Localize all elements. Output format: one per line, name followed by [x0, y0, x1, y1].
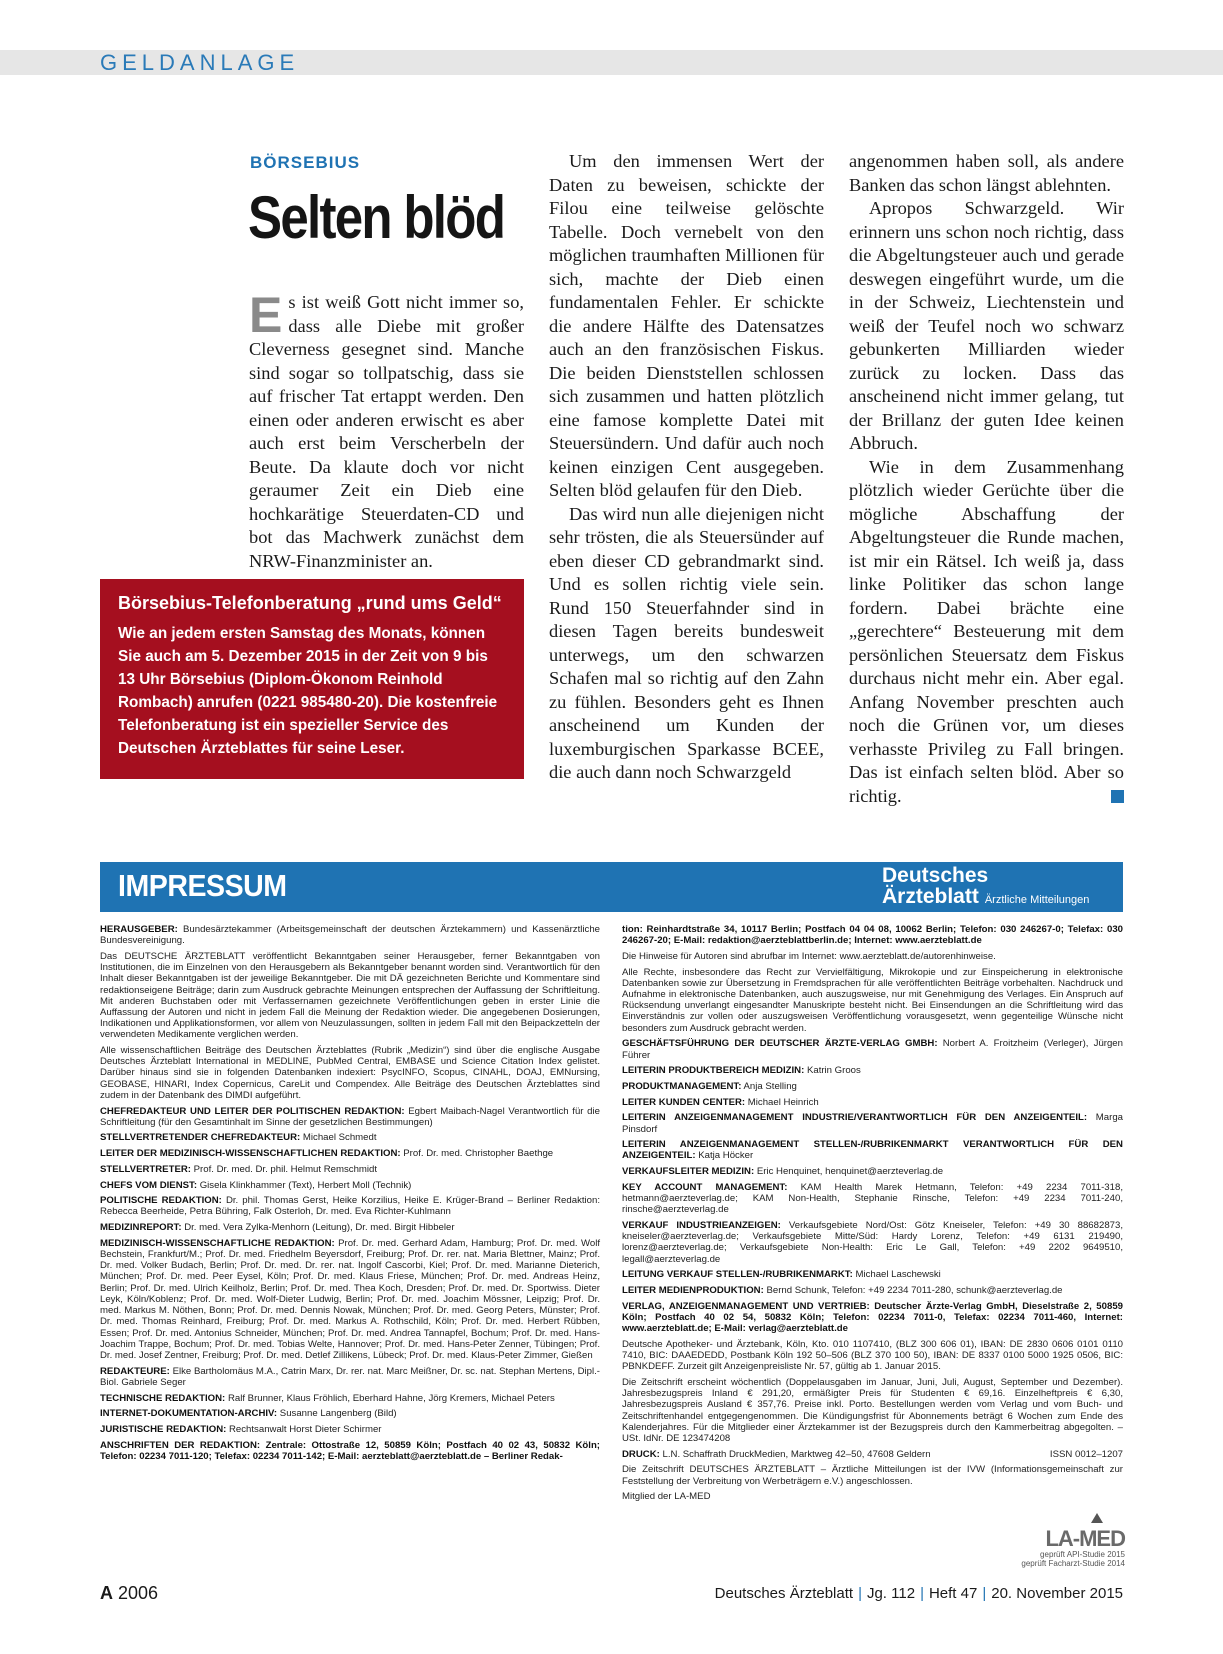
impressum-entry	[622, 1269, 1123, 1280]
page-number-value: 2006	[118, 1583, 159, 1603]
paragraph-text: s ist weiß Gott nicht immer so, dass alle Diebe mit großer Cleverness gesegnet sind. Manche sind sogar so tollpatschig, dass sie auf frischer Tat ertappt werden. Den einen oder anderen erwischt es aber auch erst beim Verscherbeln der Beute. Da klaute doch vor nicht geraumer Zeit ein Dieb eine hochkarätige Steuerdaten-CD und bot das Machwerk zunächst dem NRW-Finanzminister an.	[249, 292, 524, 571]
footer-issue: Heft 47	[928, 1585, 978, 1602]
impressum-label: VERKAUFSLEITER MEDIZIN:	[622, 1166, 755, 1178]
impressum-entry	[100, 1393, 600, 1404]
article-paragraph: angenommen haben soll, als andere Banken das schon längst ablehnten.	[849, 151, 1124, 195]
impressum-text: KAM Health Marek Hetmann, Telefon: +49 2234 7011-318, hetmann@aerzteverlag.de; KAM Non-Health, Stephanie Rinsche, Telefon: +49 2234 7011-240, rinsche@aerzteverlag.de	[622, 1181, 1123, 1216]
impressum-entry	[622, 1285, 1123, 1296]
logo-line-2	[882, 886, 1089, 911]
footer-separator: |	[982, 1585, 987, 1602]
info-box	[100, 579, 524, 779]
impressum-text: Verkaufsgebiete Nord/Ost: Götz Kneiseler, Telefon: +49 30 88682873, kneiseler@aerzteverlag.de; Verkaufsgebiete Mitte/Süd: Hardy Lorenz, Telefon: +49 6131 219490, lorenz@aerzteverlag.de; Verkaufsgebiete Non-Health: Eric Le Gall, Telefon: +49 2202 9649510, legall@aerzteverlag.de	[622, 1219, 1123, 1265]
impressum-entry	[100, 1164, 600, 1175]
impressum-entry	[622, 1220, 1123, 1265]
drop-cap: E	[249, 287, 283, 343]
impressum-left-column	[100, 924, 600, 1467]
impressum-entry	[622, 1081, 1123, 1092]
impressum-text: Eric Henquinet, henquinet@aerzteverlag.de	[756, 1166, 944, 1178]
impressum-entry	[100, 1222, 600, 1233]
end-mark-icon	[1111, 790, 1124, 803]
article-paragraph: Das wird nun alle diejenigen nicht sehr trösten, die als Steuersünder auf eben dieser CD gebrandmarkt sind. Und es sollen richtig viele sein. Rund 150 Steuerfahnder sind in diesen Tagen bereits bundesweit unterwegs, um den schwarzen Schafen mal so richtig auf den Zahn zu fühlen. Besonders geht es Ihnen anscheinend um Kunden der luxemburgischen Sparkasse BCEE, die auch dann noch Schwarzgeld	[549, 503, 824, 782]
lamed-logo: LA-MED	[1045, 1526, 1125, 1551]
impressum-right-column	[622, 924, 1123, 1507]
impressum-text: Die Hinweise für Autoren sind abrufbar im Internet: www.aerzteblatt.de/autorenhinweise.	[622, 950, 996, 962]
article-column-2	[549, 150, 824, 785]
impressum-text: Dr. med. Vera Zylka-Menhorn (Leitung), Dr. med. Birgit Hibbeler	[184, 1222, 455, 1234]
impressum-label: LEITER KUNDEN CENTER:	[622, 1096, 746, 1108]
impressum-text: Michael Laschewski	[855, 1269, 941, 1281]
article-column-3	[849, 150, 1124, 808]
lamed-line-2: geprüft Facharzt-Studie 2014	[1021, 1559, 1125, 1568]
section-label: GELDANLAGE	[100, 50, 300, 75]
impressum-label: LEITERIN ANZEIGENMANAGEMENT STELLEN-/RUBRIKENMARKT VERANTWORTLICH FÜR DEN ANZEIGENTEIL:	[622, 1139, 1123, 1162]
impressum-entry	[622, 1166, 1123, 1177]
impressum-text: Prof. Dr. med. Gerhard Adam, Hamburg; Prof. Dr. med. Wolf Bechstein, Frankfurt/M.; Prof. Dr. med. Friedhelm Beyersdorf, Freiburg; Prof. Dr. rer. nat. Maria Blettner, Mainz; Prof. Dr. med. Volker Budach, Berlin; Prof. Dr. med. Dr. rer. nat. Ingolf Cascorbi, Kiel; Prof. Dr. med. Marianne Dieterich, München; Prof. Dr. med. Peer Eysel, Köln; Prof. Dr. med. Klaus Friese, München; Prof. Dr. med. Andreas Heinz, Berlin; Prof. Dr. med. Ulrich Keilholz, Berlin; Prof. Dr. med. Thea Koch, Dresden; Prof. Dr. med. Dr. Sportwiss. Dieter Leyk, Köln/Koblenz; Prof. Dr. med. Wolf-Dieter Ludwig, Berlin; Prof. Dr. med. Joachim Mössner, Leipzig; Prof. Dr. med. Markus M. Nöthen, Bonn; Prof. Dr. med. Dennis Nowak, München; Prof. Dr. med. Georg Peters, Münster; Prof. Dr. med. Thomas Reinhard, Freiburg; Prof. Dr. med. Markus A. Rothschild, Köln; Prof. Dr. med. Herbert Rübben, Essen; Prof. Dr. med. Antonius Schneider, München; Prof. Dr. med. Andrea Tannapfel, Bochum; Prof. Dr. med. Hans-Joachim Trappe, Bochum; Prof. Dr. med. Tobias Welte, Hannover; Prof. Dr. med. Hans-Peter Zenner, Tübingen; Prof. Dr. med. Josef Zentner, Freiburg; Prof. Dr. med. Detlef Zillikens, Lübeck; Prof. Dr. med. Klaus-Peter Zimmer, Gießen	[100, 1237, 600, 1361]
impressum-label: DRUCK:	[622, 1448, 660, 1460]
impressum-entry	[100, 1195, 600, 1217]
impressum-label: LEITERIN PRODUKTBEREICH MEDIZIN:	[622, 1065, 805, 1077]
logo-line-2-text: Ärzteblatt	[882, 885, 979, 908]
impressum-label: STELLVERTRETER:	[100, 1163, 191, 1175]
warning-triangle-icon	[1091, 1513, 1103, 1523]
impressum-text: Prof. Dr. med. Christopher Baethge	[403, 1148, 554, 1160]
impressum-entry	[622, 1301, 1123, 1335]
impressum-entry	[622, 1139, 1123, 1161]
article-headline: Selten blöd	[248, 184, 505, 251]
impressum-label: TECHNISCHE REDAKTION:	[100, 1392, 226, 1404]
impressum-entry	[100, 951, 600, 1041]
article-column-1	[249, 287, 524, 573]
impressum-entry	[622, 951, 1123, 962]
issn: ISSN 0012–1207	[1049, 1448, 1123, 1460]
lamed-line-1: geprüft API-Studie 2015	[1040, 1550, 1125, 1559]
footer-volume: Jg. 112	[866, 1585, 916, 1602]
logo-line-1: Deutsches	[882, 864, 989, 887]
impressum-text: Alle wissenschaftlichen Beiträge des Deutschen Ärzteblattes (Rubrik „Medizin“) sind über die englische Ausgabe Deutsches Ärzteblatt International in MEDLINE, PubMed Central, EMBASE und Science Citation Index gelistet. Darüber hinaus sind sie in folgenden Datenbanken indexiert: PsycINFO, Scopus, CINAHL, DOAJ, EMNursing, GEOBASE, HINARI, Index Copernicus, CareLit und Compendex. Alle Beiträge des Deutschen Ärzteblattes sind zudem in der Datenbank des DIMDI aufgeführt.	[100, 1045, 600, 1101]
impressum-text: Die Zeitschrift DEUTSCHES ÄRZTEBLATT – Ärztliche Mitteilungen ist der IVW (Informationsgemeinschaft zur Feststellung der Verbreitung von Werbeträgern e.V.) angeschlossen.	[622, 1464, 1123, 1487]
impressum-text: Ralf Brunner, Klaus Fröhlich, Eberhard Hahne, Jörg Kremers, Michael Peters	[227, 1392, 555, 1404]
impressum-label: MEDIZINREPORT:	[100, 1222, 182, 1234]
impressum-text: L.N. Schaffrath DruckMedien, Marktweg 42–50, 47608 Geldern	[662, 1448, 931, 1460]
impressum-text: Elke Bartholomäus M.A., Catrin Marx, Dr. rer. nat. Marc Meißner, Dr. sc. nat. Stephan Mertens, Dipl.-Biol. Gabriele Seger	[100, 1365, 600, 1388]
footer-meta	[715, 1585, 1123, 1602]
impressum-text: Katja Höcker	[698, 1150, 754, 1162]
impressum-label: GESCHÄFTSFÜHRUNG DER DEUTSCHER ÄRZTE-VERLAG GMBH:	[622, 1038, 938, 1050]
page-prefix: A	[100, 1583, 113, 1603]
article-kicker: BÖRSEBIUS	[250, 153, 361, 172]
impressum-entry	[100, 1180, 600, 1191]
article-paragraph: Um den immensen Wert der Daten zu beweisen, schickte der Filou eine teilweise gelöschte Tabelle. Doch vernebelt von den möglichen traumhaften Millionen für sich, machte der Dieb einen fundamentalen Fehler. Er schickte die andere Hälfte des Datensatzes auch an den französischen Fiskus. Die beiden Dienststellen schlossen sich zusammen und hatten plötzlich eine famose komplette Datei mit Steuersündern. Und dafür auch noch keinen einzigen Cent ausgegeben. Selten blöd gelaufen für den Dieb.	[549, 151, 824, 500]
footer-date: 20. November 2015	[991, 1585, 1123, 1602]
impressum-entry	[100, 1440, 600, 1462]
impressum-entry	[622, 1377, 1123, 1444]
impressum-entry	[622, 1449, 1123, 1460]
impressum-entry	[622, 1491, 1123, 1502]
impressum-text: Mitglied der LA-MED	[622, 1491, 711, 1503]
impressum-entry	[100, 1106, 600, 1128]
impressum-entry	[622, 1038, 1123, 1060]
impressum-label: POLITISCHE REDAKTION:	[100, 1195, 222, 1207]
impressum-text: Michael Schmedt	[302, 1132, 377, 1144]
impressum-label: LEITUNG VERKAUF STELLEN-/RUBRIKENMARKT:	[622, 1269, 853, 1281]
impressum-entry	[100, 1148, 600, 1159]
impressum-text: Gisela Klinkhammer (Text), Herbert Moll (Technik)	[199, 1179, 412, 1191]
paragraph-text: Wie in dem Zusammenhang plötzlich wieder Gerüchte über die mögliche Abschaffung der Abgeltungsteuer die Runde machen, ist mir ein Rätsel. Ich weiß ja, dass linke Politiker das schon lange fordern. Dabei brächte eine „gerechtere“ Besteuerung mit dem persönlichen Steuersatz dem Fiskus durchaus nicht mehr ein. Aber egal. Anfang November preschten auch noch die Grünen vor, um dieses verhasste Privileg zu Fall bringen. Das ist einfach selten blöd. Aber so richtig.	[849, 456, 1124, 806]
impressum-text: Egbert Maibach-Nagel Verantwortlich für die Schriftleitung (für den Gesamtinhalt im Sinne der gesetzlichen Bestimmungen)	[100, 1105, 600, 1128]
info-box-body: Wie an jedem ersten Samstag des Monats, können Sie auch am 5. Dezember 2015 in der Zeit von 9 bis 13 Uhr Börsebius (Diplom-Ökonom Reinhold Rombach) anrufen (0221 985480-20). Die kostenfreie Telefonberatung ist ein spezieller Service des Deutschen Ärzteblattes für seine Leser.	[118, 625, 498, 757]
impressum-label: KEY ACCOUNT MANAGEMENT:	[622, 1181, 788, 1193]
impressum-label: LEITERIN ANZEIGENMANAGEMENT INDUSTRIE/VERANTWORTLICH FÜR DEN ANZEIGENTEIL:	[622, 1112, 1088, 1124]
impressum-text: Prof. Dr. med. Dr. phil. Helmut Remschmidt	[193, 1163, 378, 1175]
impressum-entry	[100, 1045, 600, 1101]
article-paragraph: Apropos Schwarzgeld. Wir erinnern uns schon noch richtig, dass die Abgeltungsteuer auch und gerade deswegen eingeführt wurde, um die in der Schweiz, Liechtenstein und weiß der Teufel noch wo schwarz gebunkerten Milliarden wieder zurück zu locken. Dass das anscheinend nicht immer gelang, tut der Brillanz der guten Idee keinen Abbruch.	[849, 198, 1124, 453]
page-number	[100, 1583, 158, 1604]
impressum-text: Die Zeitschrift erscheint wöchentlich (Doppelausgaben im Januar, Juni, Juli, August, September und Dezember). Jahresbezugspreis Inland € 291,20, ermäßigter Preis für Studenten € 69,16. Einzelheftpreis € 6,30, Jahresbezugspreis Ausland € 357,76. Preise inkl. Porto. Bestellungen werden vom Verlag und vom Buch- und Zeitschriftenhandel entgegengenommen. Die Kündigungsfrist für Abonnements beträgt 6 Wochen zum Ende des Kalenderjahres. Für die Mitglieder einer Ärztekammer ist der Bezugspreis durch den Kammerbeitrag abgegolten. – USt. IdNr. DE 123474208	[622, 1376, 1123, 1444]
impressum-entry	[622, 1065, 1123, 1076]
impressum-label: tion: Reinhardtstraße 34, 10117 Berlin; Postfach 04 04 08, 10062 Berlin; Telefon: 030 246267-0; Telefax: 030 246267-20; E-Mail: redaktion@aerzteblattberlin.de; Internet: www.aerzteblatt.de	[622, 924, 1123, 947]
impressum-text: Marga Pinsdorf	[622, 1112, 1123, 1135]
impressum-text: Bundesärztekammer (Arbeitsgemeinschaft der deutschen Ärztekammern) und Kassenärztliche Bundesvereinigung.	[100, 924, 601, 947]
impressum-label: CHEFREDAKTEUR UND LEITER DER POLITISCHEN REDAKTION:	[100, 1105, 405, 1117]
impressum-entry	[100, 1408, 600, 1419]
impressum-label: JURISTISCHE REDAKTION:	[100, 1423, 227, 1435]
impressum-text: Norbert A. Froitzheim (Verleger), Jürgen Führer	[622, 1038, 1123, 1061]
impressum-text: Bernd Schunk, Telefon: +49 2234 7011-280, schunk@aerzteverlag.de	[766, 1284, 1063, 1296]
journal-logo	[882, 865, 1089, 911]
impressum-label: HERAUSGEBER:	[100, 924, 178, 935]
impressum-text: Alle Rechte, insbesondere das Recht zur Vervielfältigung, Mikrokopie und zur Einspeicherung in elektronische Datenbanken sowie zur Übersetzung in Fremdsprachen für alle veröffentlichten Beiträge vorbehalten. Nachdruck und Aufnahme in elektronische Datenbanken, auch auszugsweise, nur mit Genehmigung des Verlages. Ein Anspruch auf Rücksendung unverlangt eingesandter Manuskripte besteht nicht. Bei Einsendungen an die Schriftleitung wird das Einverständnis zur vollen oder auszugsweisen Veröffentlichung vorausgesetzt, wenn gegenteilige Wünsche nicht besonders zum Ausdruck gebracht werden.	[622, 966, 1123, 1034]
info-box-title: Börsebius-Telefonberatung „rund ums Geld“	[118, 593, 502, 613]
footer-separator: |	[920, 1585, 924, 1602]
impressum-text: Rechtsanwalt Horst Dieter Schirmer	[229, 1423, 382, 1435]
impressum-label: MEDIZINISCH-WISSENSCHAFTLICHE REDAKTION:	[100, 1237, 335, 1249]
impressum-entry	[100, 1132, 600, 1143]
impressum-label: LEITER DER MEDIZINISCH-WISSENSCHAFTLICHEN REDAKTION:	[100, 1148, 401, 1160]
article-paragraph	[849, 456, 1124, 809]
impressum-label: LEITER MEDIENPRODUKTION:	[622, 1284, 764, 1296]
impressum-entry	[100, 1238, 600, 1361]
impressum-title: IMPRESSUM	[118, 868, 287, 903]
article-paragraph	[249, 287, 524, 573]
lamed-seal	[1010, 1510, 1125, 1568]
impressum-entry	[100, 1366, 600, 1388]
impressum-label: CHEFS VOM DIENST:	[100, 1179, 198, 1191]
impressum-label: STELLVERTRETENDER CHEFREDAKTEUR:	[100, 1132, 301, 1144]
impressum-text: Michael Heinrich	[747, 1096, 819, 1108]
impressum-entry	[622, 1182, 1123, 1216]
impressum-entry	[622, 1464, 1123, 1486]
impressum-entry	[622, 967, 1123, 1034]
impressum-label: VERLAG, ANZEIGENMANAGEMENT UND VERTRIEB: Deutscher Ärzte-Verlag GmbH, Dieselstraße 2, 50859 Köln; Postfach 40 02 54, 50832 Köln; Telefon: 02234 7011-0, Telefax: 02234 7011-460, Internet: www.aerzteblatt.de; E-Mail: verlag@aerzteblatt.de	[622, 1300, 1123, 1335]
impressum-label: VERKAUF INDUSTRIEANZEIGEN:	[622, 1219, 781, 1231]
impressum-text: Dr. phil. Thomas Gerst, Heike Korzilius, Heike E. Krüger-Brand – Berliner Redaktion: Rebecca Beerheide, Petra Bühring, Falk Osterloh, Dr. med. Eva Richter-Kuhlmann	[100, 1195, 600, 1218]
impressum-text: Susanne Langenberg (Bild)	[279, 1408, 397, 1420]
impressum-entry	[622, 1339, 1123, 1373]
impressum-text: Deutsche Apotheker- und Ärztebank, Köln, Kto. 010 1107410, (BLZ 300 606 01), IBAN: DE 2830 0606 0101 0110 7410, BIC: DAAEDEDD, Postbank Köln 192 50–506 (BLZ 370 100 50), IBAN: DE 8337 0100 5000 1925 0506, BIC: PBNKDEFF. Zurzeit gilt Anzeigenpreisliste Nr. 57, gültig ab 1. Januar 2015.	[622, 1338, 1123, 1373]
impressum-entry	[622, 1112, 1123, 1134]
impressum-text: Anja Stelling	[743, 1080, 797, 1092]
impressum-entry	[622, 924, 1123, 946]
impressum-text: Das DEUTSCHE ÄRZTEBLATT veröffentlicht Bekanntgaben seiner Herausgeber, ferner Bekanntgaben von Institutionen, die im Einzelnen von den Herausgebern als Bekanntgeber benannt worden sind. Verantwortlich für den Inhalt dieser Bekanntgaben ist der jeweilige Bekanntgeber. Die mit DÄ gezeichneten Berichte und Kommentare sind redaktionseigene Beiträge; darin zum Ausdruck gebrachte Meinungen entsprechen der Auffassung der Schriftleitung. Mit anderen Buchstaben oder mit Verfassernamen gezeichnete Veröffentlichungen geben in erster Linie die Auffassung der Autoren und nicht in jedem Fall die Meinung der Redaktion wieder. Die angegebenen Dosierungen, Indikationen und Applikationsformen, vor allem von Neuzulassungen, sollten in jedem Fall mit den Beipackzetteln der verwendeten Medikamente verglichen werden.	[100, 950, 600, 1041]
impressum-label: PRODUKTMANAGEMENT:	[622, 1080, 742, 1092]
impressum-label: REDAKTEURE:	[100, 1365, 170, 1377]
footer-separator: |	[858, 1585, 862, 1602]
impressum-entry	[100, 924, 600, 946]
impressum-text: Katrin Groos	[806, 1065, 861, 1077]
footer-journal: Deutsches Ärzteblatt	[714, 1585, 854, 1602]
logo-subtitle: Ärztliche Mitteilungen	[984, 894, 1090, 906]
impressum-entry	[622, 1097, 1123, 1108]
impressum-label: ANSCHRIFTEN DER REDAKTION: Zentrale: Ottostraße 12, 50859 Köln; Postfach 40 02 43, 50832 Köln; Telefon: 02234 7011-120; Telefax: 02234 7011-142; E-Mail: aerzteblatt@aerzteblatt.de – Berliner Redak-	[100, 1439, 600, 1462]
impressum-label: INTERNET-DOKUMENTATION-ARCHIV:	[100, 1408, 278, 1420]
impressum-entry	[100, 1424, 600, 1435]
